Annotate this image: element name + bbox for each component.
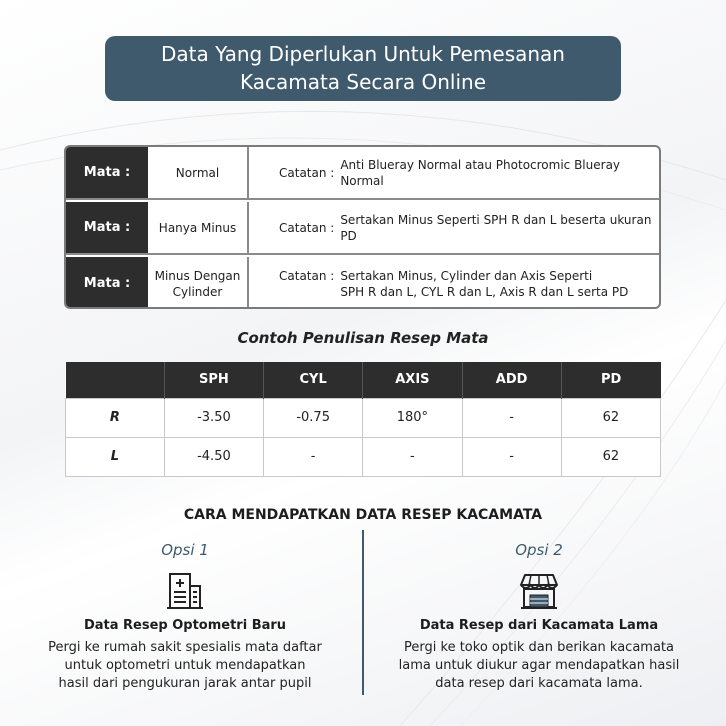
condition-row-normal — [66, 147, 659, 200]
option-description-line-1: Pergi ke toko optik dan berikan kacamata — [404, 640, 674, 655]
cell-cyl: -0.75 — [264, 398, 363, 437]
option-description-line-3: data resep dari kacamata lama. — [435, 676, 643, 691]
column-header-eye — [66, 362, 165, 398]
condition-label: Mata : — [66, 257, 148, 309]
condition-note — [249, 257, 659, 309]
condition-label: Mata : — [66, 147, 148, 198]
option-description-line-2: lama untuk diukur agar mendapatkan hasil — [398, 658, 680, 673]
note-prefix: Catatan : — [279, 269, 335, 283]
note-text-line-1: Sertakan Minus, Cylinder dan Axis Seperti — [340, 269, 593, 283]
condition-type: Hanya Minus — [148, 202, 249, 253]
condition-note — [249, 147, 659, 198]
column-header-axis: AXIS — [363, 362, 462, 398]
column-header-cyl: CYL — [264, 362, 363, 398]
column-header-add: ADD — [462, 362, 561, 398]
option-title: Data Resep dari Kacamata Lama — [419, 618, 659, 633]
cell-axis: 180° — [363, 398, 462, 437]
title-line-2: Kacamata Secara Online — [239, 70, 487, 94]
condition-type — [148, 257, 249, 309]
how-to-heading: CARA MENDAPATKAN DATA RESEP KACAMATA — [183, 507, 543, 523]
cell-eye: R — [66, 398, 165, 437]
cell-sph: -3.50 — [164, 398, 263, 437]
option-description-line-2: untuk optometri untuk mendapatkan — [64, 658, 306, 673]
prescription-table — [65, 362, 661, 477]
table-row — [66, 398, 661, 437]
cell-add: - — [462, 437, 561, 476]
cell-pd: 62 — [561, 398, 660, 437]
column-header-sph: SPH — [164, 362, 263, 398]
cell-cyl: - — [264, 437, 363, 476]
title-banner — [105, 36, 621, 101]
note-prefix: Catatan : — [279, 165, 335, 180]
condition-type-line-1: Minus Dengan — [154, 268, 241, 283]
note-text-line-2: SPH R dan L, CYL R dan L, Axis R dan L serta PD — [340, 285, 629, 299]
condition-row-cylinder — [66, 257, 659, 309]
option-description — [374, 639, 704, 693]
option-label: Opsi 1 — [161, 541, 209, 559]
options-divider — [362, 530, 364, 695]
option-description-line-3: hasil dari pengukuran jarak antar pupil — [58, 676, 312, 691]
cell-add: - — [462, 398, 561, 437]
table-row — [66, 437, 661, 476]
cell-sph: -4.50 — [164, 437, 263, 476]
condition-type-line-2: Cylinder — [172, 284, 223, 299]
cell-pd: 62 — [561, 437, 660, 476]
column-header-pd: PD — [561, 362, 660, 398]
option-1 — [20, 541, 350, 693]
prescription-heading: Contoh Penulisan Resep Mata — [237, 329, 489, 347]
hospital-icon — [165, 571, 205, 611]
note-text: Anti Blueray Normal atau Photocromic Blueray Normal — [340, 157, 621, 188]
option-title: Data Resep Optometri Baru — [83, 618, 287, 633]
note-prefix: Catatan : — [279, 220, 335, 235]
condition-label: Mata : — [66, 202, 148, 253]
eye-condition-table — [64, 145, 661, 309]
condition-type: Normal — [148, 147, 249, 198]
option-label: Opsi 2 — [515, 541, 563, 559]
option-description-line-1: Pergi ke rumah sakit spesialis mata daftar — [48, 640, 322, 655]
cell-axis: - — [363, 437, 462, 476]
store-icon — [519, 571, 559, 611]
note-text: Sertakan Minus Seperti SPH R dan L beserta ukuran PD — [340, 212, 652, 243]
option-2 — [374, 541, 704, 693]
condition-row-minus — [66, 202, 659, 255]
title-line-1: Data Yang Diperlukan Untuk Pemesanan — [161, 42, 565, 66]
condition-note — [249, 202, 659, 253]
cell-eye: L — [66, 437, 165, 476]
option-description — [20, 639, 350, 693]
prescription-header-row — [66, 362, 661, 398]
